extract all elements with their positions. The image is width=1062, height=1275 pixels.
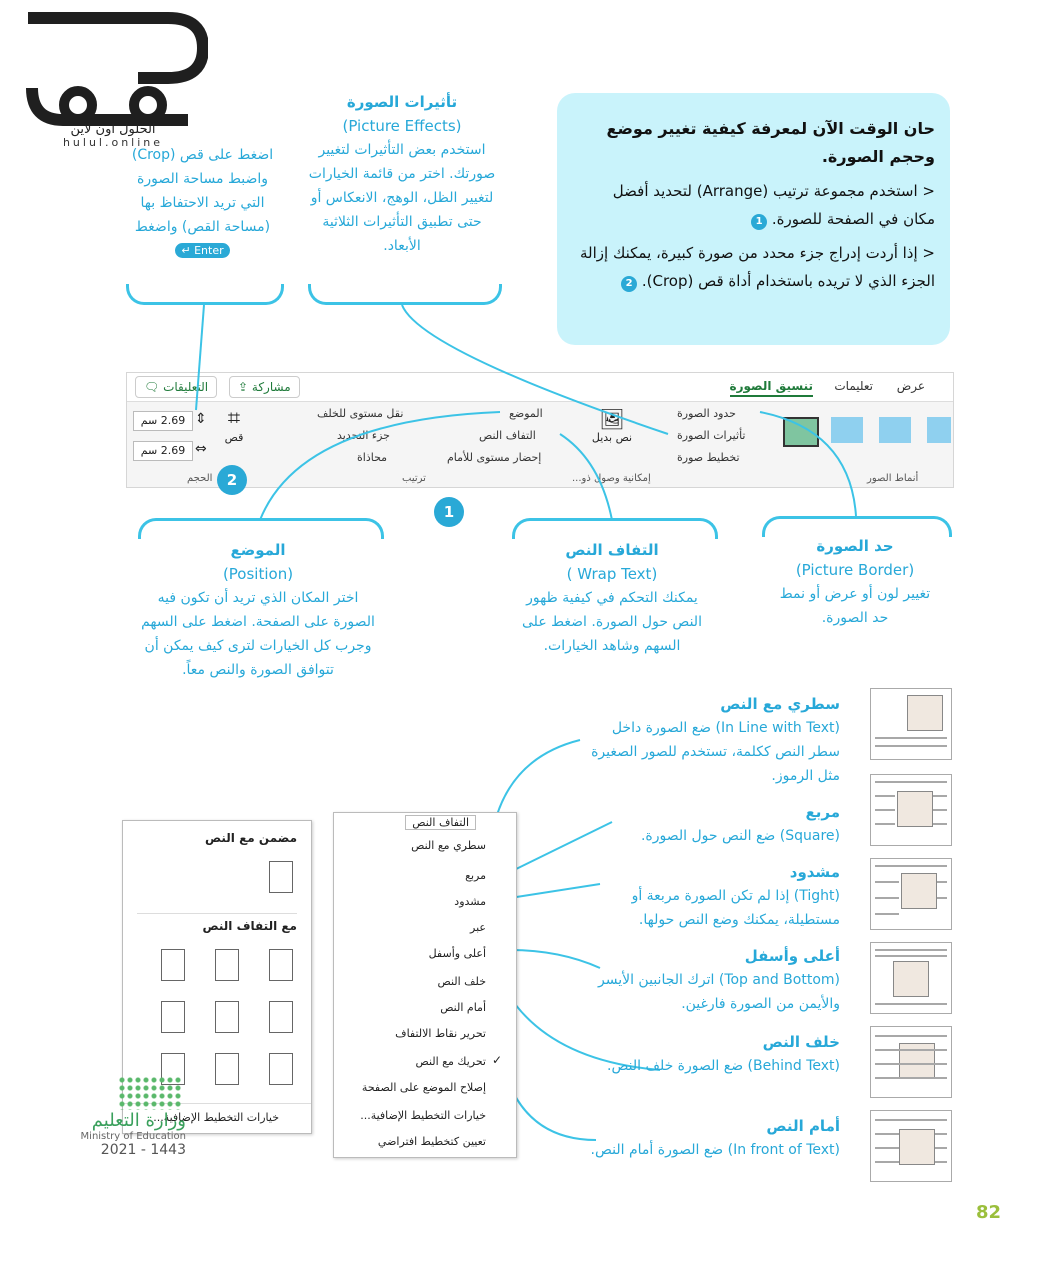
wrap-text-menu — [333, 812, 517, 1158]
wrap-item-fix-position[interactable]: إصلاح الموضع على الصفحة — [361, 1081, 486, 1094]
step-badge-2: 2 — [217, 465, 247, 495]
elephant-image — [893, 961, 929, 997]
picture-effects-button[interactable]: تأثيرات الصورة — [677, 429, 746, 442]
callout-title: حان الوقت الآن لمعرفة كيفية تغيير موضع وحجم الصورة. — [606, 119, 935, 166]
ministry-logo — [56, 1076, 186, 1158]
callout-item-2: < إذا أردت إدراج جزء محدد من صورة كبيرة، يمكنك إزالة الجزء الذي لا تريده باستخدام أداة قص (Crop). 2 — [579, 244, 935, 290]
effects-connector — [402, 305, 668, 434]
wrap-option-topbottom-caption: أعلى وأسفل (Top and Bottom) اترك الجانبين الأيسر والأيمن من الصورة فارغين. — [598, 947, 840, 1012]
inline-header: مضمن مع النص — [205, 831, 297, 845]
wrap-option-behind-caption: خلف النص (Behind Text) ضع الصورة خلف النص. — [607, 1033, 840, 1074]
position-body: اختر المكان الذي تريد أن تكون فيه الصورة على الصفحة. اضغط على السهم وجرب كل الخيارات لترى كيف يمكن أن تتوافق الصورة والنص معاً. — [141, 590, 375, 678]
wrap-item-tight[interactable]: مشدود — [454, 895, 486, 908]
tab-view[interactable]: عرض — [896, 379, 925, 393]
elephant-image — [901, 873, 937, 909]
wrap-item-move-with-text[interactable]: تحريك مع النص — [415, 1055, 486, 1068]
align-button[interactable]: محاذاة — [357, 451, 388, 464]
thumb-tight — [870, 858, 952, 930]
width-icon: ⇔ — [195, 441, 207, 457]
wrap-connector — [560, 434, 612, 520]
wrap-item-more[interactable]: خيارات التخطيط الإضافية... — [360, 1109, 486, 1122]
wrap-option-6[interactable] — [161, 1001, 185, 1033]
wrap-header: مع التفاف النص — [202, 919, 297, 933]
wrap-item-through[interactable]: عبر — [470, 921, 486, 934]
elephant-image — [907, 695, 943, 731]
border-en: (Picture Border) — [795, 561, 915, 579]
comment-icon: 🗨 — [144, 380, 160, 394]
callout-num-2: 2 — [621, 276, 637, 292]
ministry-name-ar: وزارة التعليم — [91, 1110, 186, 1131]
callout-item-1: < استخدم مجموعة ترتيب (Arrange) لتحديد أفضل مكان في الصفحة للصورة. 1 — [612, 182, 935, 228]
tab-help[interactable]: تعليمات — [834, 379, 873, 393]
wrap-item-inline[interactable]: سطري مع النص — [411, 839, 486, 852]
thumb-square — [870, 774, 952, 846]
height-icon: ⇕ — [195, 411, 207, 427]
crop-icon: ⌗ — [227, 406, 241, 431]
access-group-label: إمكانية وصول ذو... — [572, 473, 651, 484]
wrap-menu-header: التفاف النص — [405, 815, 476, 830]
border-body: تغيير لون أو عرض أو نمط حد الصورة. — [779, 586, 931, 626]
elephant-image — [897, 791, 933, 827]
wrap-text-button[interactable]: التفاف النص — [479, 429, 536, 442]
position-en: (Position) — [222, 565, 294, 583]
ministry-name-en: Ministry of Education — [80, 1131, 186, 1142]
wrap-option-inline-caption: سطري مع النص (In Line with Text) ضع الصورة داخل سطر النص ككلمة، تستخدم للصور الصغيرة مثل الرموز. — [591, 695, 840, 784]
height-field[interactable]: 2.69 سم — [133, 411, 193, 431]
wrap-body: يمكنك التحكم في كيفية ظهور النص حول الصورة. اضغط على السهم وشاهد الخيارات. — [522, 590, 702, 654]
more-layout-options[interactable]: خيارات التخطيط الإضافية... — [153, 1111, 279, 1124]
wrap-item-top-bottom[interactable]: أعلى وأسفل — [428, 947, 486, 960]
wrap-option-8[interactable] — [215, 1053, 239, 1085]
wrap-option-2[interactable] — [215, 949, 239, 981]
elephant-image — [899, 1129, 935, 1165]
thumb-top-bottom — [870, 942, 952, 1014]
comments-label: التعليقات — [163, 380, 209, 394]
wrap-option-7[interactable] — [269, 1053, 293, 1085]
thumb-front — [870, 1110, 952, 1182]
position-connector — [260, 412, 500, 520]
enter-key-badge: Enter ↵ — [175, 243, 229, 258]
selection-pane-button[interactable]: جزء التحديد — [337, 429, 390, 442]
arrange-group-label: ترتيب — [402, 473, 426, 484]
wrap-option-3[interactable] — [161, 949, 185, 981]
effects-title: تأثيرات الصورة — [346, 93, 458, 111]
wrap-item-behind[interactable]: خلف النص — [437, 975, 486, 988]
effects-en: (Picture Effects) — [342, 117, 462, 135]
share-icon: ⇪ — [238, 380, 249, 394]
ministry-year: 2021 - 1443 — [100, 1142, 186, 1158]
wrap-en: (Wrap Text ) — [566, 565, 658, 583]
logo-subtitle-en: hulul.online — [62, 136, 164, 149]
callout-num-1: 1 — [751, 214, 767, 230]
wrap-option-tight-caption: مشدود (Tight) إذا لم تكن الصورة مربعة أو مستطيلة، يمكنك وضع النص حولها. — [631, 863, 840, 928]
position-button[interactable]: الموضع — [509, 407, 543, 420]
alt-text-icon: 🖼 — [599, 407, 625, 431]
inline-option[interactable] — [269, 861, 293, 893]
ministry-dots-icon — [118, 1076, 182, 1110]
crop-caption-body: اضغط على قص (Crop) واضبط مساحة الصورة التي تريد الاحتفاظ بها (مساحة القص) واضغط — [131, 147, 274, 235]
border-title: حد الصورة — [816, 537, 894, 555]
styles-group-label: أنماط الصور — [867, 473, 919, 484]
wrap-item-edit-points[interactable]: تحرير نقاط الالتفاف — [395, 1027, 486, 1040]
effects-body: استخدم بعض التأثيرات لتغيير صورتك. اختر من قائمة الخيارات لتغيير الظل، الوهج، الانعكاس أو حتى تطبيق التأثيرات الثلاثية الأبعاد. — [308, 142, 496, 254]
picture-layout-button[interactable]: تخطيط صورة — [677, 451, 740, 464]
wrap-option-front-caption: أمام النص (In front of Text) ضع الصورة أمام النص. — [590, 1117, 840, 1158]
wrap-option-1[interactable] — [269, 949, 293, 981]
wrap-item-default[interactable]: تعيين كتخطيط افتراضي — [377, 1135, 486, 1148]
thumb-inline — [870, 688, 952, 760]
wrap-item-square[interactable]: مربع — [465, 869, 486, 882]
picture-border-button[interactable]: حدود الصورة — [677, 407, 736, 420]
wrap-title: التفاف النص — [565, 541, 659, 559]
step-badge-1: 1 — [434, 497, 464, 527]
wrap-option-5[interactable] — [215, 1001, 239, 1033]
width-field[interactable]: 2.69 سم — [133, 441, 193, 461]
size-group-label: الحجم — [187, 473, 213, 484]
thumb-behind — [870, 1026, 952, 1098]
page-number: 82 — [976, 1202, 1002, 1223]
wrap-option-4[interactable] — [269, 1001, 293, 1033]
border-connector — [760, 412, 856, 516]
tab-picture-format[interactable]: تنسيق الصورة — [730, 379, 813, 397]
alt-text-label: نص بديل — [591, 431, 633, 444]
position-title: الموضع — [230, 541, 286, 559]
wrap-option-square-caption: مربع (Square) ضع النص حول الصورة. — [640, 803, 840, 844]
check-icon: ✓ — [492, 1053, 503, 1067]
crop-label: قص — [224, 431, 244, 444]
bring-forward-button[interactable]: إحضار مستوى للأمام — [447, 451, 542, 464]
logo-subtitle-ar: الحلول اون لاين — [70, 122, 156, 137]
send-backward-button[interactable]: نقل مستوى للخلف — [317, 407, 404, 420]
wrap-item-front[interactable]: أمام النص — [440, 1001, 486, 1014]
crop-connector — [196, 305, 204, 410]
share-label: مشاركة — [251, 380, 291, 394]
